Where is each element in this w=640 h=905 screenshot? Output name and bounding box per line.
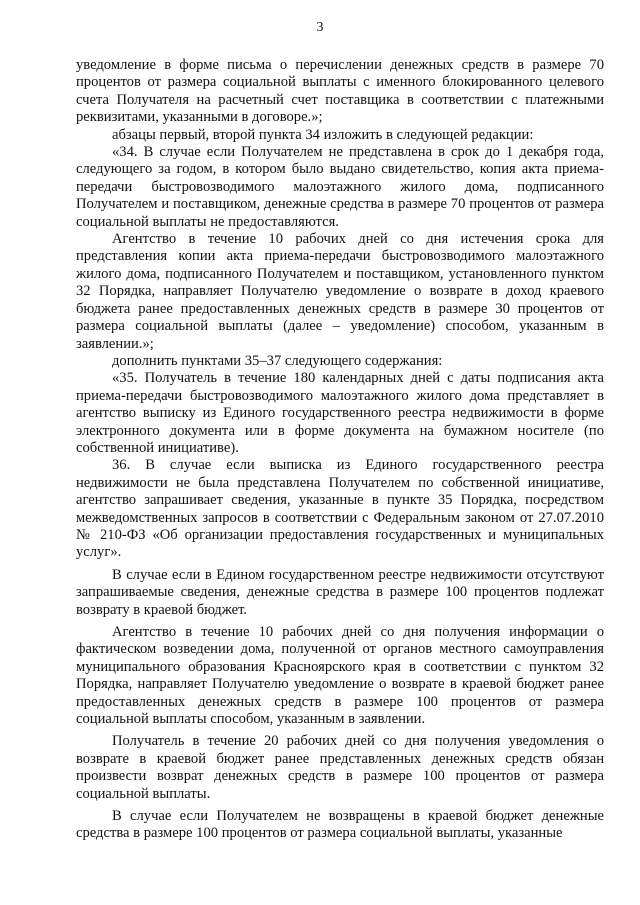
paragraph-2: абзацы первый, второй пункта 34 изложить в следующей редакции: [112, 126, 534, 143]
paragraph-4: Агентство в течение 10 рабочих дней со дня истечения срока для представления копии акта приема-передачи быстровозводимого малоэтажного жилого дома, подписанного Получателем и поставщиком, установленного пунктом 32 Порядка, направляет Получателю уведомление о возврате в доход краевого бюджета ранее предоставленных денежных средств в размере 30 процентов от размера социальной выплаты (далее – уведомление) способом, указанным в заявлении.»; [76, 231, 604, 352]
paragraph-10: Получатель в течение 20 рабочих дней со дня получения уведомления о возврате в краевой бюджет ранее представленных денежных средств обязан произвести возврат денежных средств в размере 100 процентов от размера социальной выплаты. [76, 733, 604, 802]
page-number: 3 [316, 20, 324, 35]
paragraph-8: В случае если в Едином государственном реестре недвижимости отсутствуют запрашиваемые сведения, денежные средства в размере 100 процентов подлежат возврату в краевой бюджет. [76, 566, 604, 618]
paragraph-3: «34. В случае если Получателем не представлена в срок до 1 декабря года, следующего за годом, в котором было выдано свидетельство, копия акта приема-передачи быстровозводимого малоэтажного жилого дома, подписанного Получателем и поставщиком, денежные средства в размере 70 процентов от размера социальной выплаты не предоставляются. [76, 144, 604, 230]
paragraph-7: 36. В случае если выписка из Единого государственного реестра недвижимости не была представлена Получателем по собственной инициативе, агентство запрашивает сведения, указанные в пункте 35 Порядка, посредством межведомственных запросов в соответствии с Федеральным законом от 27.07.2010 № 210-ФЗ «Об организации предоставления государственных и муниципальных услуг». [76, 457, 604, 561]
paragraph-1: уведомление в форме письма о перечислении денежных средств в размере 70 процентов от размера социальной выплаты с именного блокированного целевого счета Получателя на расчетный счет поставщика в соответствии с платежными реквизитами, указанными в договоре.»; [76, 57, 604, 126]
document-body [76, 57, 604, 843]
paragraph-5: дополнить пунктами 35–37 следующего содержания: [112, 352, 443, 369]
paragraph-9: Агентство в течение 10 рабочих дней со дня получения информации о фактическом возведении дома, полученной от органов местного самоуправления муниципального образования Красноярского края в соответствии с пунктом 32 Порядка, направляет Получателю уведомление о возврате в краевой бюджет ранее предоставленных денежных средств в размере 100 процентов от размера социальной выплаты способом, указанным в заявлении. [76, 624, 604, 728]
paragraph-11: В случае если Получателем не возвращены в краевой бюджет денежные средства в размере 100 процентов от размера социальной выплаты, указанные [76, 808, 604, 842]
paragraph-6: «35. Получатель в течение 180 календарных дней с даты подписания акта приема-передачи быстровозводимого малоэтажного жилого дома представляет в агентство выписку из Единого государственного реестра недвижимости в форме электронного документа или в форме документа на бумажном носителе (по собственной инициативе). [76, 370, 604, 456]
